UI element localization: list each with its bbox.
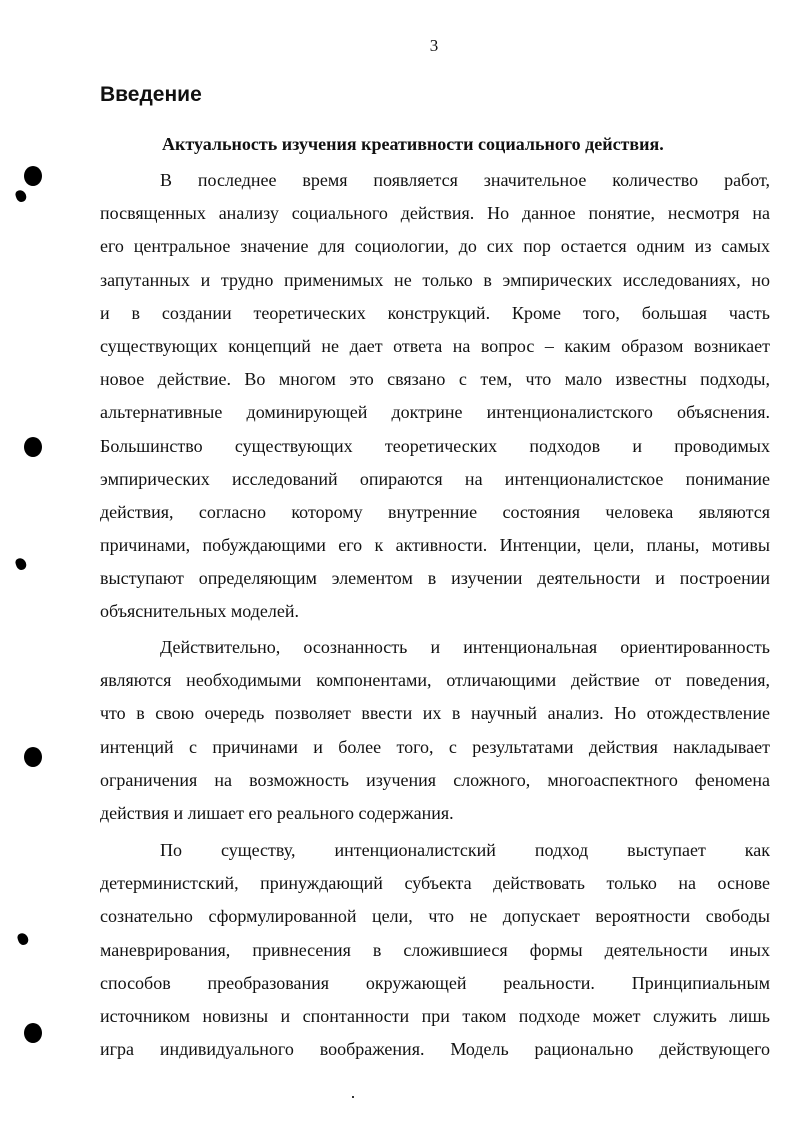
- text-line: Большинство существующих теоретических подходов и проводимых: [100, 435, 770, 456]
- text-line: действия, согласно которому внутренние состояния человека являются: [100, 501, 770, 522]
- scan-smudge: [16, 932, 30, 947]
- punch-hole: [24, 1023, 42, 1043]
- scan-smudge: [14, 189, 28, 204]
- text-line: действия и лишает его реального содержания.: [100, 802, 454, 823]
- text-line: источником новизны и спонтанности при таком подходе может служить лишь: [100, 1005, 770, 1026]
- text-line: альтернативные доминирующей доктрине интенционалистского объяснения.: [100, 402, 770, 423]
- text-line: Действительно, осознанность и интенциональная ориентированность: [160, 637, 770, 657]
- paragraph-3: [100, 834, 770, 1066]
- text-line: существующих концепций не дает ответа на вопрос – каким образом возникает: [100, 335, 770, 356]
- scan-speck: [352, 1096, 354, 1098]
- text-line: ограничения на возможность изучения сложного, многоаспектного феномена: [100, 769, 770, 790]
- paragraph-2: [100, 631, 770, 830]
- text-line: маневрирования, привнесения в сложившиеся формы деятельности иных: [100, 939, 770, 960]
- text-line: посвященных анализу социального действия. Но данное понятие, несмотря на: [100, 203, 770, 224]
- text-line: По существу, интенционалистский подход выступает как: [160, 840, 770, 860]
- text-line: эмпирических исследований опираются на интенционалистское понимание: [100, 468, 770, 489]
- text-line: новое действие. Во многом это связано с тем, что мало известны подходы,: [100, 369, 770, 390]
- text-line: причинами, побуждающими его к активности. Интенции, цели, планы, мотивы: [100, 535, 770, 556]
- page-number: 3: [429, 36, 439, 55]
- text-line: детерминистский, принуждающий субъекта действовать только на основе: [100, 873, 770, 894]
- text-line: В последнее время появляется значительное количество работ,: [160, 170, 770, 190]
- text-line: выступают определяющим элементом в изучении деятельности и построении: [100, 568, 770, 589]
- punch-hole: [24, 166, 42, 186]
- text-line: игра индивидуального воображения. Модель рационально действующего: [100, 1039, 770, 1060]
- text-line: интенций с причинами и более того, с результатами действия накладывает: [100, 736, 770, 757]
- text-line: объяснительных моделей.: [100, 601, 299, 622]
- text-line: и в создании теоретических конструкций. Кроме того, большая часть: [100, 302, 770, 323]
- paragraph-1: [100, 164, 770, 629]
- section-heading: Введение: [100, 83, 202, 106]
- punch-hole: [24, 747, 42, 767]
- scan-smudge: [14, 557, 28, 572]
- text-line: являются необходимыми компонентами, отличающими действие от поведения,: [100, 670, 770, 691]
- text-line: запутанных и трудно применимых не только в эмпирических исследованиях, но: [100, 269, 770, 290]
- text-line: сознательно сформулированной цели, что не допускает вероятности свободы: [100, 906, 770, 927]
- text-line: способов преобразования окружающей реальности. Принципиальным: [100, 972, 770, 993]
- punch-hole: [24, 437, 42, 457]
- text-line: его центральное значение для социологии, до сих пор остается одним из самых: [100, 236, 770, 257]
- text-line: что в свою очередь позволяет ввести их в научный анализ. Но отождествление: [100, 703, 770, 724]
- subsection-heading: Актуальность изучения креативности социального действия.: [162, 134, 664, 154]
